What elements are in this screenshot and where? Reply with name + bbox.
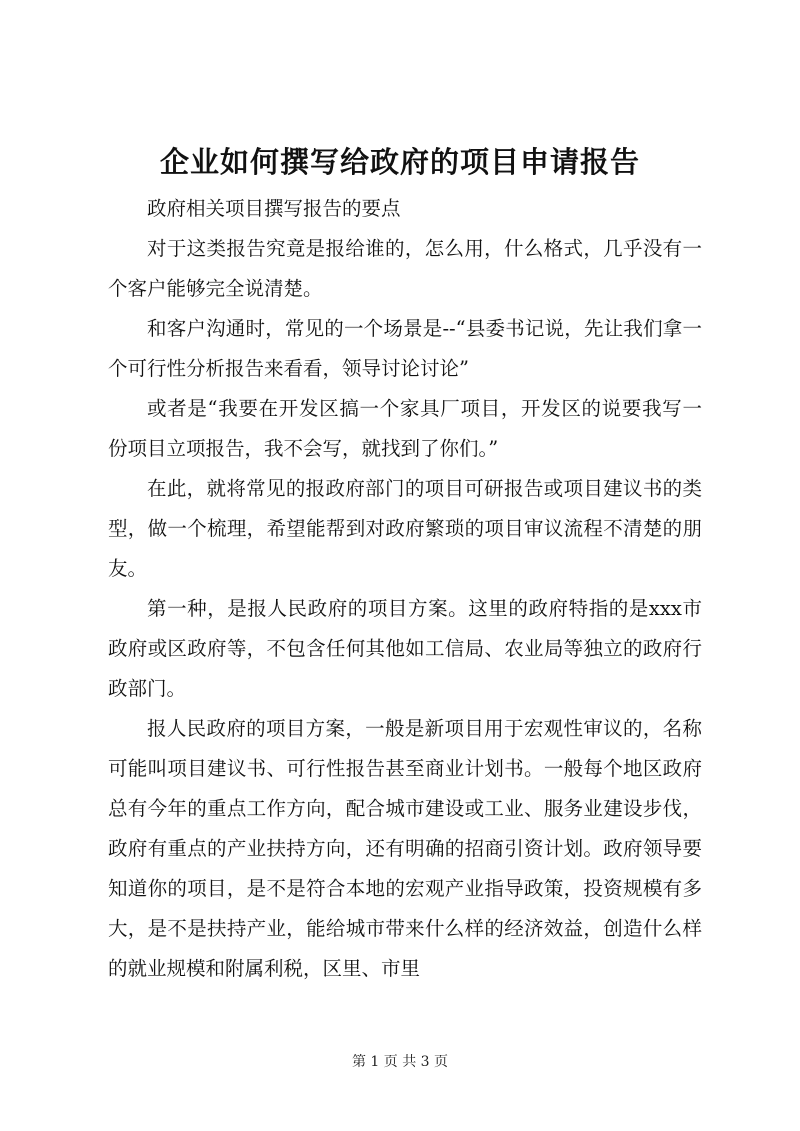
document-body: [108, 189, 702, 989]
paragraph: 报人民政府的项目方案，一般是新项目用于宏观性审议的，名称可能叫项目建议书、可行性报告甚至商业计划书。一般每个地区政府总有今年的重点工作方向，配合城市建设或工业、服务业建设步伐，政府有重点的产业扶持方向，还有明确的招商引资计划。政府领导要知道你的项目，是不是符合本地的宏观产业指导政策，投资规模有多大，是不是扶持产业，能给城市带来什么样的经济效益，创造什么样的就业规模和附属利税，区里、市里: [108, 717, 702, 980]
document-title: 企业如何撰写给政府的项目申请报告: [159, 145, 640, 179]
paragraph-subtitle: 政府相关项目撰写报告的要点: [147, 197, 401, 220]
paragraph: 或者是“我要在开发区搞一个家具厂项目，开发区的说要我写一份项目立项报告，我不会写，就找到了你们。”: [108, 397, 702, 460]
paragraph: 在此，就将常见的报政府部门的项目可研报告或项目建议书的类型，做一个梳理，希望能帮到对政府繁琐的项目审议流程不清楚的朋友。: [108, 477, 702, 580]
page-number-footer: 第 1 页 共 3 页: [351, 1054, 449, 1070]
paragraph: 和客户沟通时，常见的一个场景是--“县委书记说，先让我们拿一个可行性分析报告来看看，领导讨论讨论”: [108, 317, 702, 380]
paragraph: 第一种，是报人民政府的项目方案。这里的政府特指的是xxx市政府或区政府等，不包含任何其他如工信局、农业局等独立的政府行政部门。: [108, 597, 702, 700]
paragraph: 对于这类报告究竟是报给谁的，怎么用，什么格式，几乎没有一个客户能够完全说清楚。: [108, 237, 702, 300]
